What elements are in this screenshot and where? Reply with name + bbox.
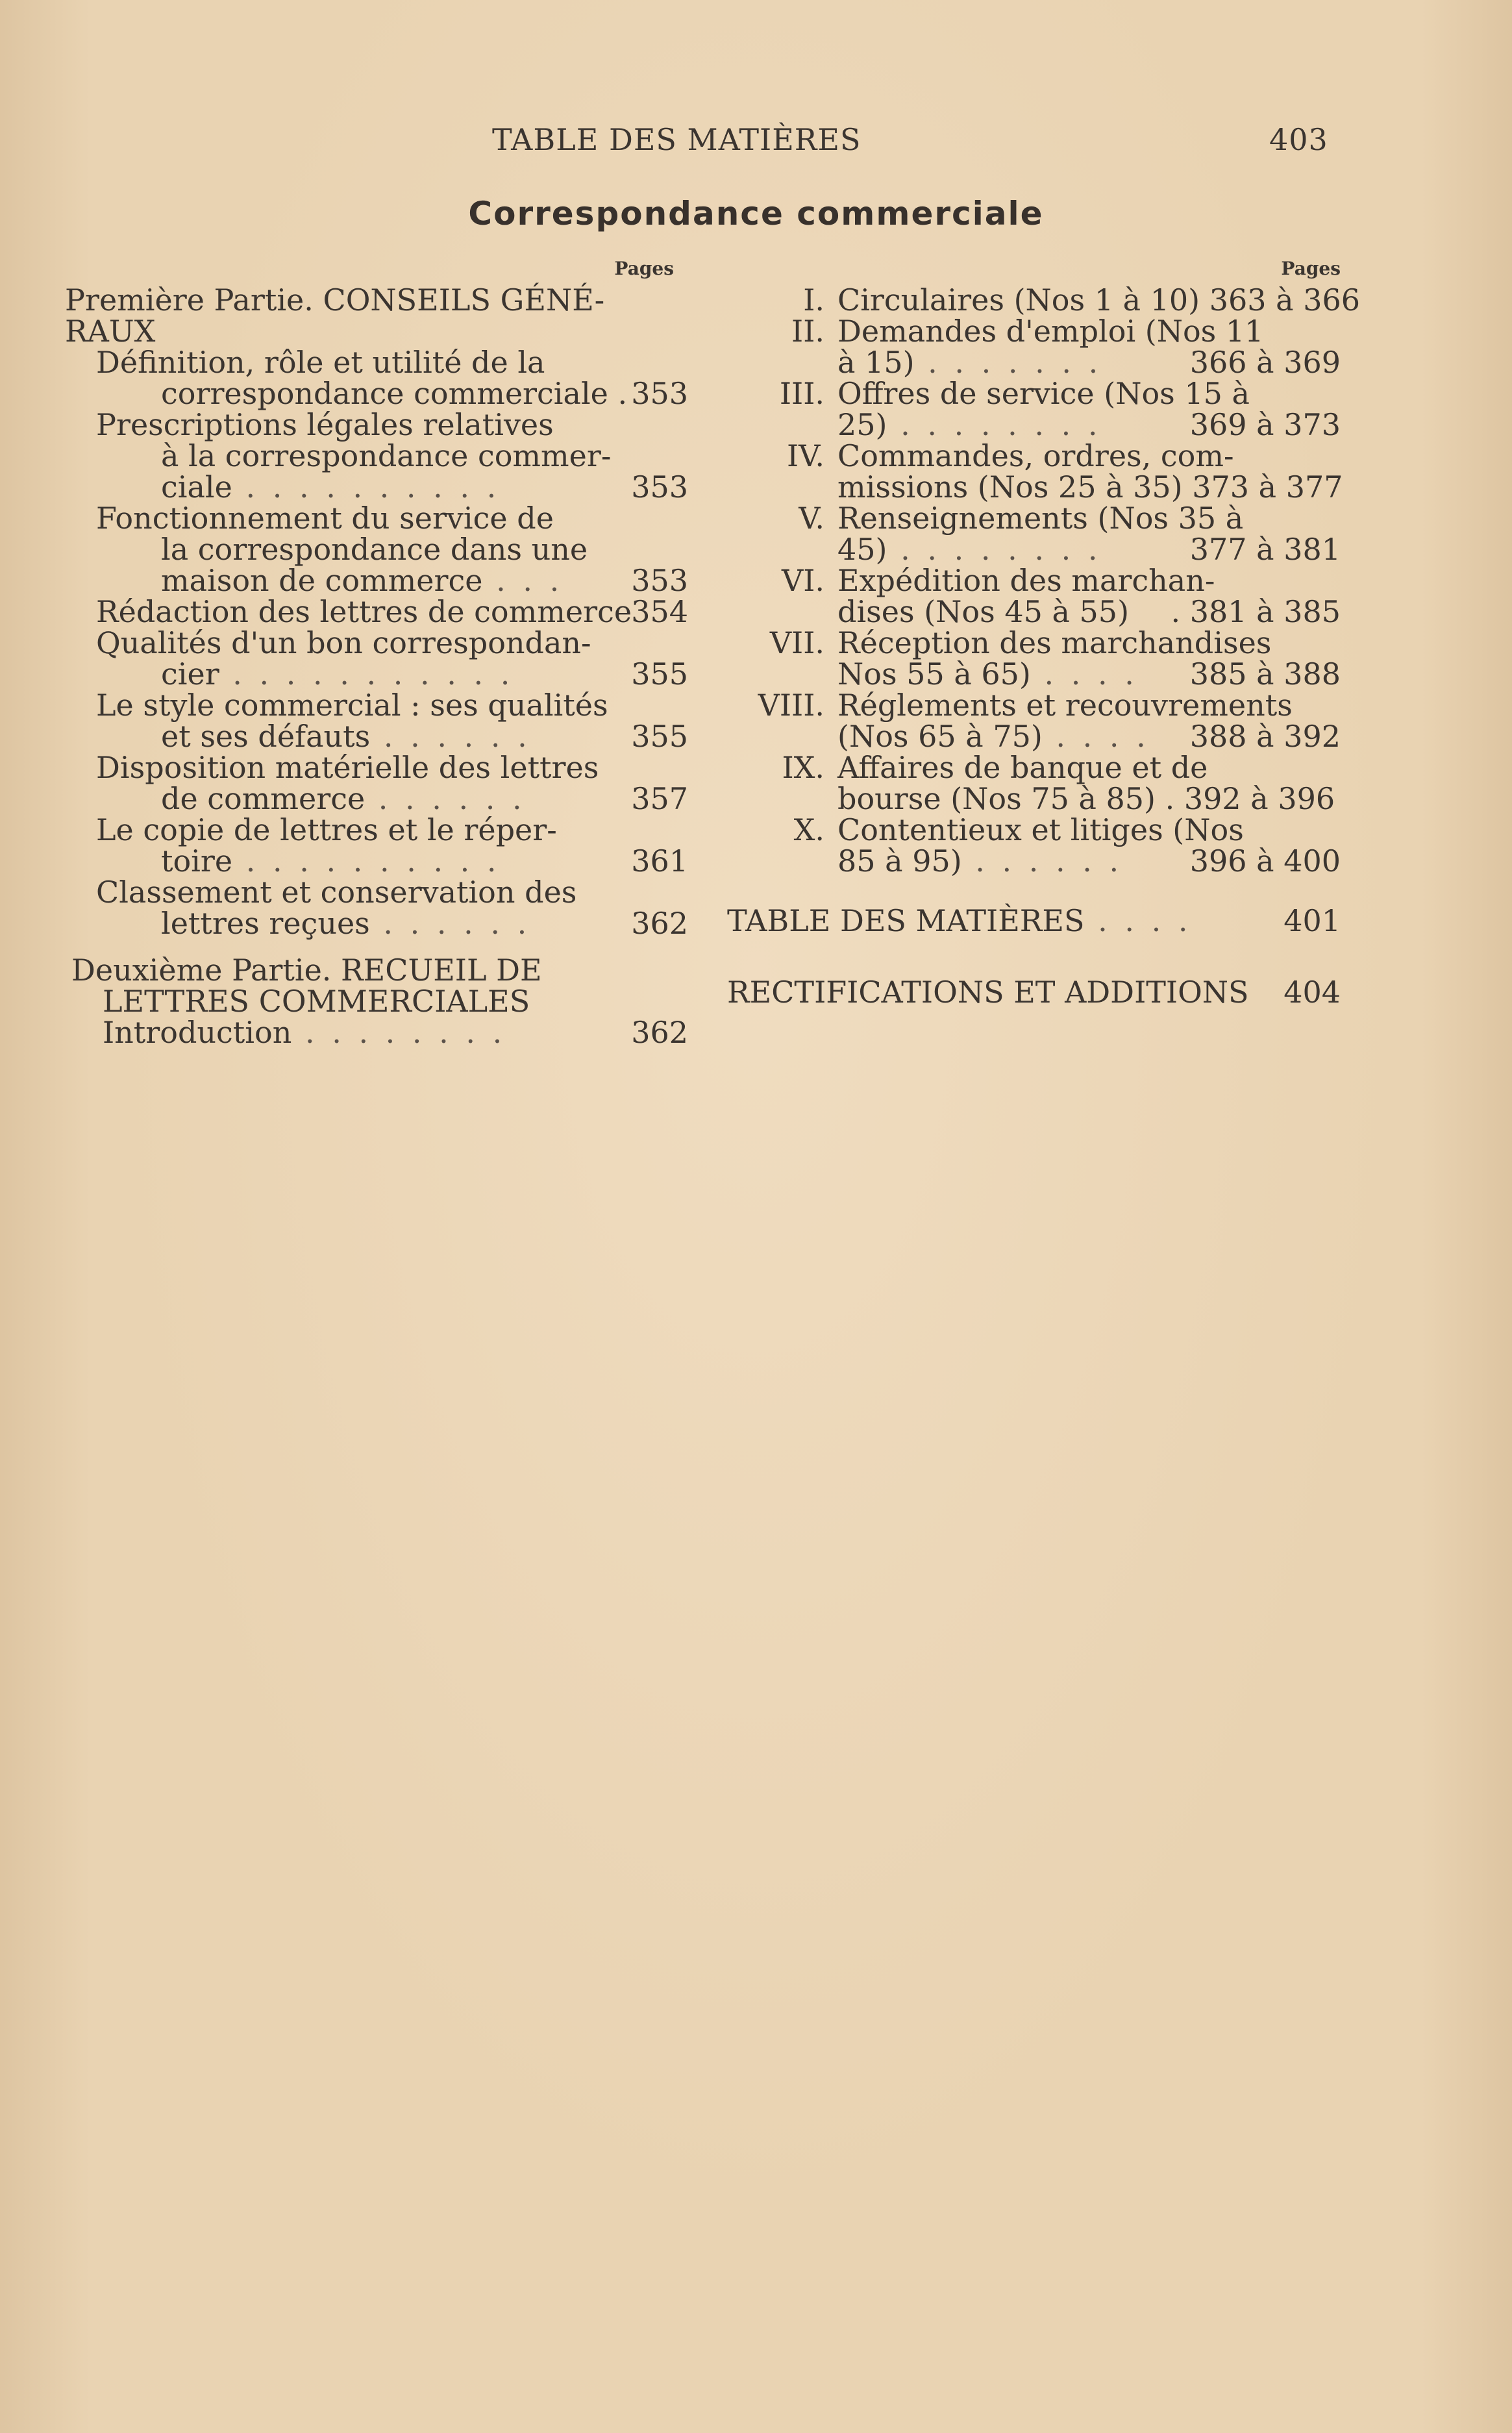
pages-column-label: Pages xyxy=(1281,258,1341,279)
toc-page-ref: 353 xyxy=(631,376,688,411)
toc-entry: Classement et conservation des lettres reçues . . . . . . 362 xyxy=(96,875,688,941)
toc-chapter: III. Offres de service (Nos 15 à 25) . . . . . . . . 369 à 373 xyxy=(727,378,1341,440)
toc-chapter: X. Contentieux et litiges (Nos 85 à 95) . . . . . . 396 à 400 xyxy=(727,814,1341,877)
toc-page-ref: 362 xyxy=(631,1015,688,1050)
toc-chapter: II. Demandes d'emploi (Nos 11 à 15) . . . . . . . 366 à 369 xyxy=(727,316,1341,378)
toc-page-ref: 401 xyxy=(1283,903,1341,938)
toc-chapter: IX. Affaires de banque et de bourse (Nos 75 à 85) . 392 à 396 xyxy=(727,752,1341,814)
toc-entry: Introduction . . . . . . . . 362 xyxy=(103,1015,688,1050)
toc-entry: Le style commercial : ses qualités et ses défauts . . . . . . 355 xyxy=(96,688,688,754)
chapter-numeral: III. xyxy=(779,376,824,411)
toc-page-ref: 377 à 381 xyxy=(1189,532,1341,567)
toc-page-ref: 353 xyxy=(631,469,688,505)
chapter-numeral: I. xyxy=(803,282,824,318)
toc-page-ref: 355 xyxy=(631,656,688,692)
toc-entry: Rédaction des lettres de commerce 354 xyxy=(96,594,688,629)
toc-entry-table-des-matieres: TABLE DES MATIÈRES . . . . 401 xyxy=(727,903,1341,938)
pages-column-label: Pages xyxy=(614,258,674,279)
toc-part-heading: Deuxième Partie. RECUEIL DE LETTRES COMMERCIALES xyxy=(71,953,542,1019)
toc-chapter: VI. Expédition des marchan- dises (Nos 45 à 55) . 381 à 385 xyxy=(727,565,1341,627)
toc-entry: Disposition matérielle des lettres de commerce . . . . . . 357 xyxy=(96,750,688,816)
toc-page-ref: 388 à 392 xyxy=(1189,719,1341,754)
toc-part-heading: Première Partie. CONSEILS GÉNÉ- RAUX xyxy=(65,282,605,349)
section-title: Correspondance commerciale xyxy=(468,195,1044,232)
toc-page-ref: 369 à 373 xyxy=(1189,407,1341,442)
toc-entry: Qualités d'un bon correspondan- cier . . . . . . . . . . . 355 xyxy=(96,625,688,692)
toc-entry-rectifications: RECTIFICATIONS ET ADDITIONS 404 xyxy=(727,975,1341,1010)
toc-page-ref: 361 xyxy=(631,843,688,879)
chapter-numeral: V. xyxy=(799,501,824,536)
page-number: 403 xyxy=(1269,122,1328,157)
toc-chapter: I. Circulaires (Nos 1 à 10) 363 à 366 xyxy=(727,284,1341,316)
toc-page-ref: 396 à 400 xyxy=(1189,843,1341,879)
toc-page-ref: 354 xyxy=(631,594,688,629)
toc-chapter: VIII. Réglements et recouvrements (Nos 65 à 75) . . . . 388 à 392 xyxy=(727,690,1341,752)
chapter-numeral: VIII. xyxy=(758,688,824,723)
chapter-numeral: IX. xyxy=(782,750,824,785)
toc-page-ref: 355 xyxy=(631,719,688,754)
chapter-numeral: VI. xyxy=(781,563,824,598)
toc-chapter: VII. Réception des marchandises Nos 55 à 65) . . . . 385 à 388 xyxy=(727,627,1341,690)
toc-page-ref: 362 xyxy=(631,906,688,941)
toc-page-ref: 353 xyxy=(631,563,688,598)
toc-page-ref: 404 xyxy=(1283,975,1341,1010)
toc-entry: Définition, rôle et utilité de la correspondance commerciale . 353 xyxy=(96,345,688,411)
running-head xyxy=(0,118,1512,164)
chapter-numeral: II. xyxy=(791,314,824,349)
toc-left-column xyxy=(65,253,688,1048)
toc-chapter: V. Renseignements (Nos 35 à 45) . . . . . . . . 377 à 381 xyxy=(727,503,1341,565)
toc-entry: Prescriptions légales relatives à la correspondance commer- ciale . . . . . . . . . . 353 xyxy=(96,407,688,505)
chapter-numeral: X. xyxy=(793,812,824,847)
toc-right-column xyxy=(727,253,1360,1010)
toc-page-ref: 366 à 369 xyxy=(1189,345,1341,380)
toc-page-ref: 357 xyxy=(631,781,688,816)
toc-page-ref: . 381 à 385 xyxy=(1171,594,1341,629)
running-head-title: TABLE DES MATIÈRES xyxy=(492,122,861,157)
toc-chapter: IV. Commandes, ordres, com- missions (Nos 25 à 35) 373 à 377 xyxy=(727,440,1341,503)
chapter-numeral: IV. xyxy=(787,438,824,473)
toc-entry: Le copie de lettres et le réper- toire . . . . . . . . . . 361 xyxy=(96,812,688,879)
chapter-numeral: VII. xyxy=(769,625,824,660)
toc-entry: Fonctionnement du service de la correspondance dans une maison de commerce . . . 353 xyxy=(96,501,688,598)
toc-page-ref: 385 à 388 xyxy=(1189,656,1341,692)
